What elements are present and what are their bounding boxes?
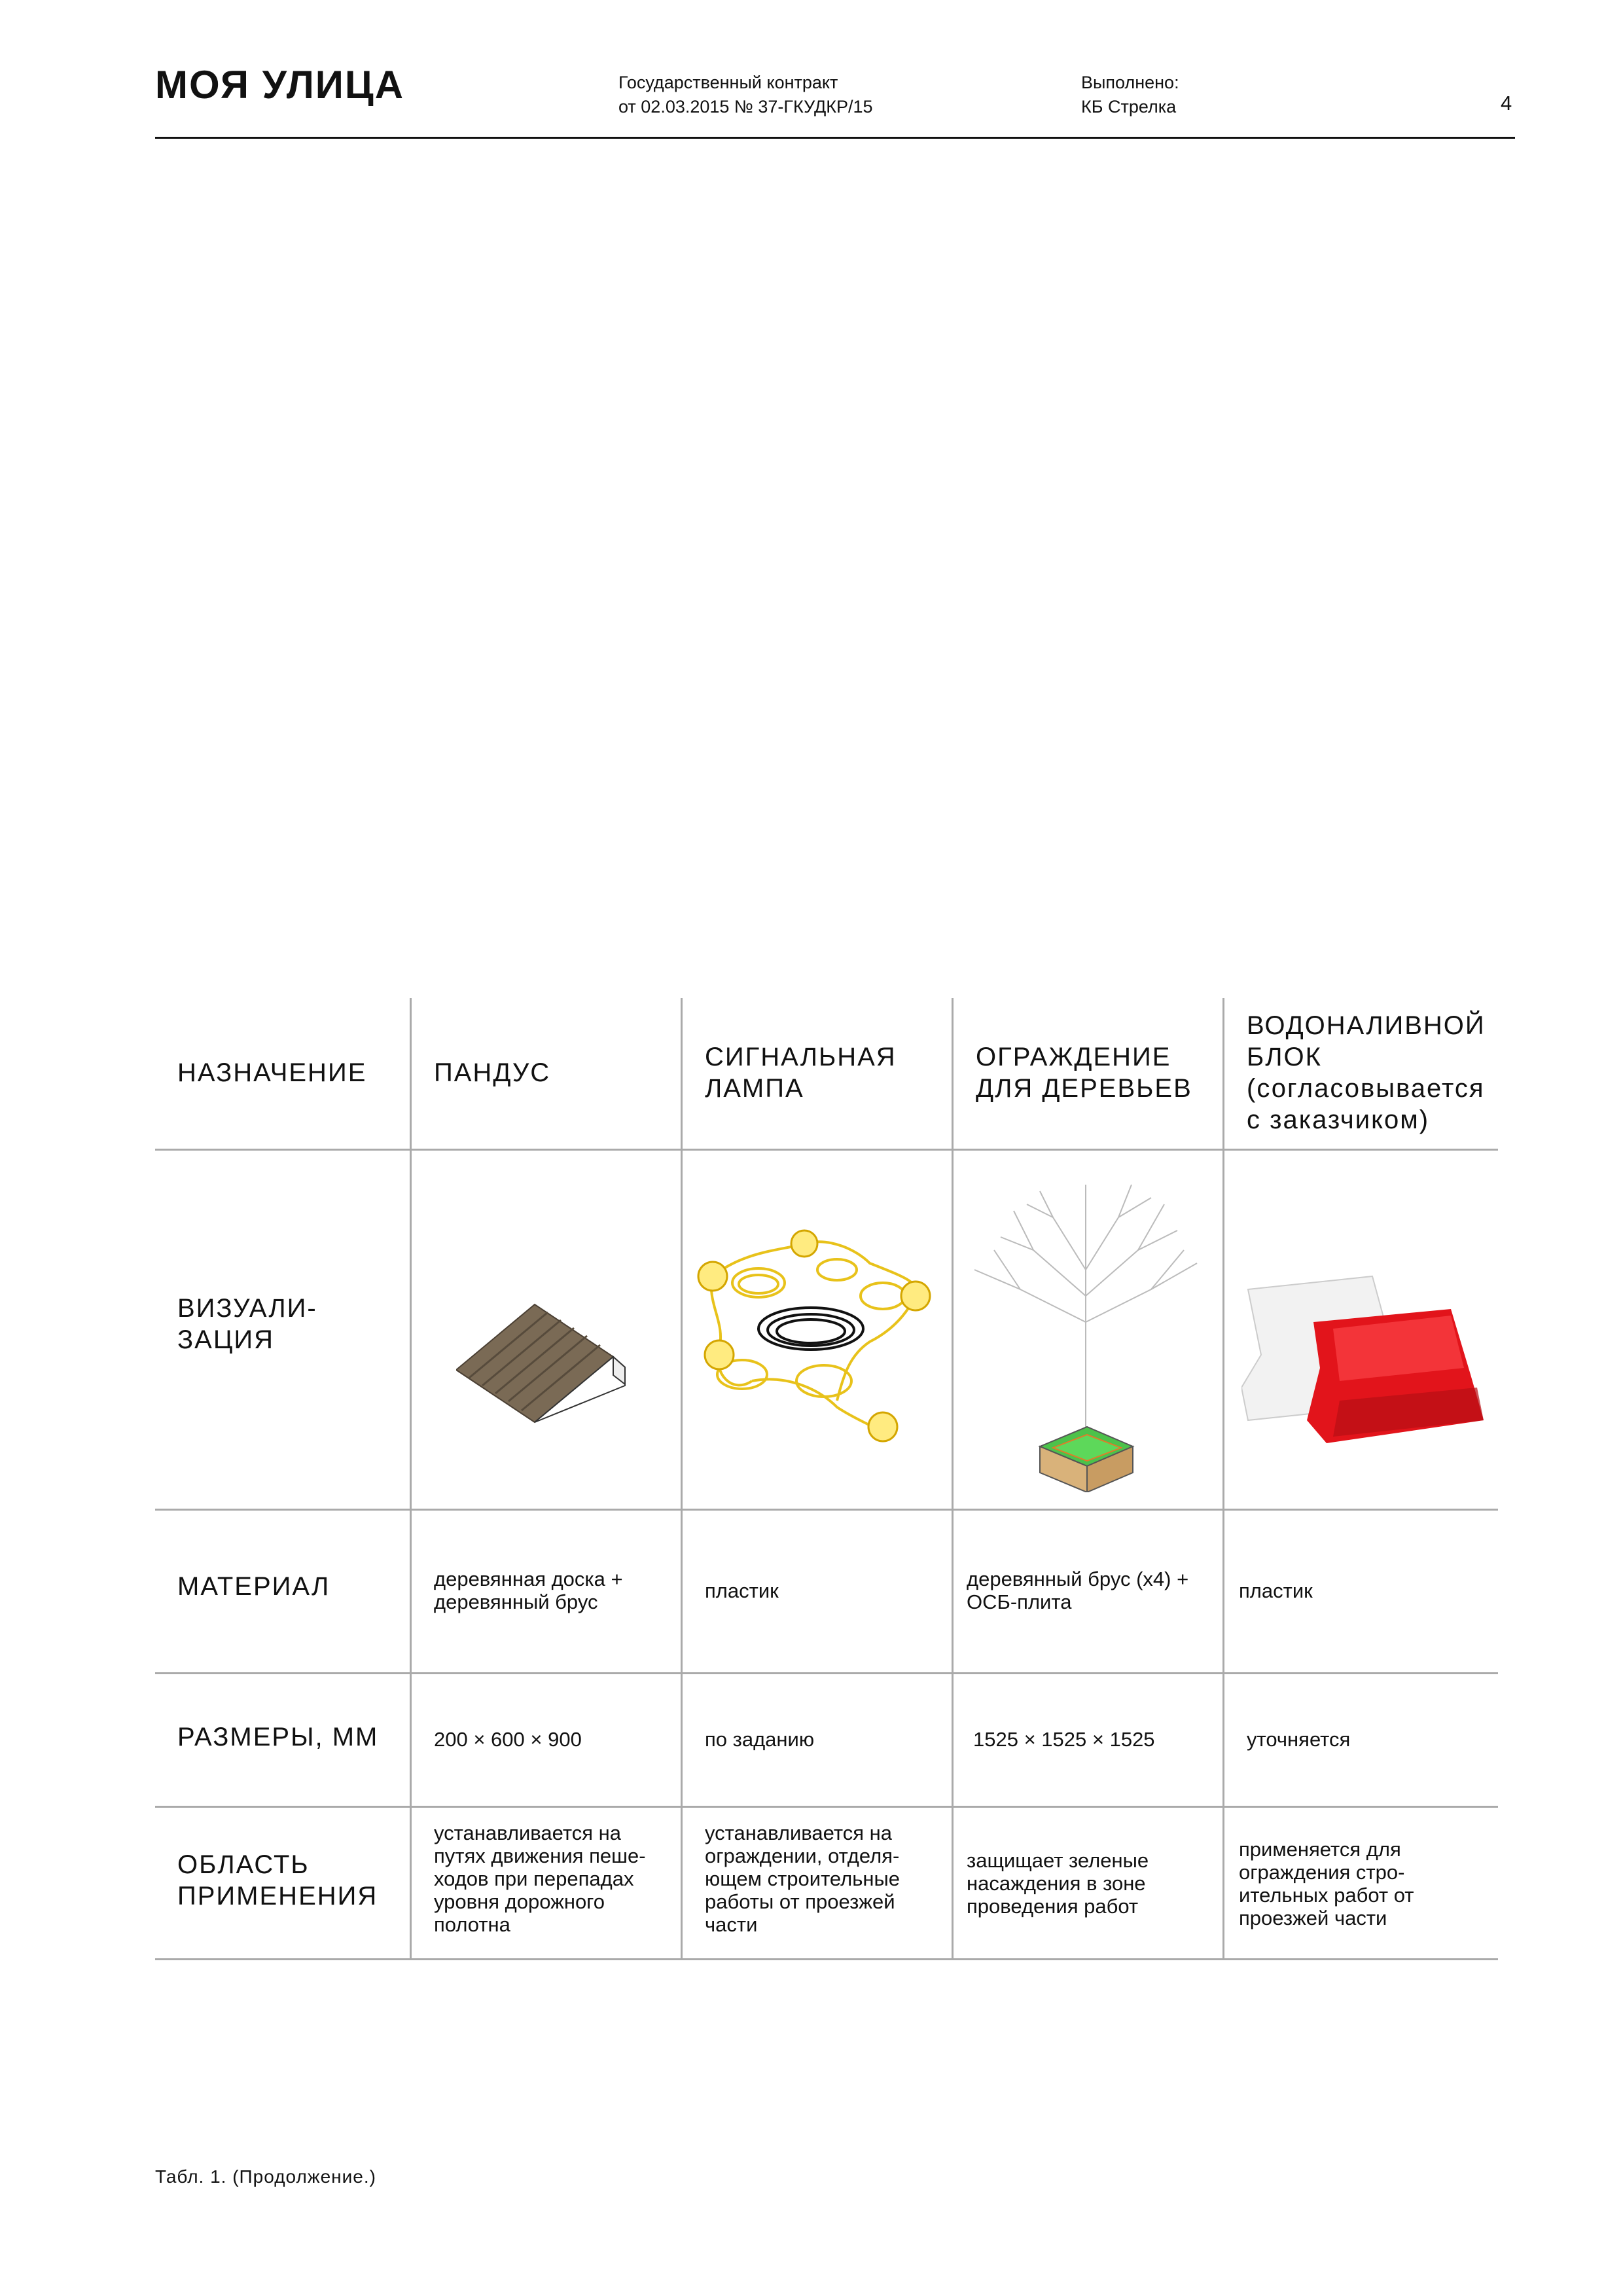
table-divider	[155, 1958, 1498, 1960]
column-title-water-block	[1247, 1010, 1486, 1136]
tree-fence-illustration	[955, 1165, 1220, 1492]
row-label-scope-line-2: ПРИМЕНЕНИЯ	[177, 1882, 378, 1910]
material-line: деревянный брус (х4) +	[967, 1568, 1189, 1590]
contract-line-1: Государственный контракт	[618, 73, 838, 92]
column-title-line: ЛАМПА	[705, 1074, 804, 1103]
performer-line-2: КБ Стрелка	[1081, 97, 1177, 117]
column-title-line: ОГРАЖДЕНИЕ	[976, 1043, 1171, 1071]
performer-line-1: Выполнено:	[1081, 73, 1179, 92]
column-title-ramp	[434, 1057, 550, 1088]
scope-water-block	[1239, 1838, 1414, 1929]
ramp-illustration	[456, 1286, 626, 1424]
table-divider	[155, 1672, 1498, 1674]
row-label-visualization-line-2: ЗАЦИЯ	[177, 1325, 275, 1354]
column-title-line: (согласовывается	[1247, 1074, 1485, 1103]
row-label-sizes: РАЗМЕРЫ, ММ	[177, 1723, 379, 1751]
size-ramp: 200 × 600 × 900	[434, 1728, 582, 1751]
column-title-signal-lamp	[705, 1041, 897, 1104]
row-label-visualization-line-1: ВИЗУАЛИ-	[177, 1294, 317, 1323]
material-line: деревянная доска +	[434, 1568, 623, 1590]
size-tree-fence: 1525 × 1525 × 1525	[973, 1728, 1155, 1751]
water-block-illustration	[1241, 1270, 1487, 1443]
table-column-divider	[410, 998, 412, 1960]
scope-line: путях движения пеше-	[434, 1844, 646, 1867]
document-title: МОЯ УЛИЦА	[155, 63, 405, 107]
scope-line: уровня дорожного	[434, 1890, 605, 1913]
table-column-divider	[952, 998, 954, 1960]
column-title-line: БЛОК	[1247, 1043, 1322, 1071]
column-title-line: ВОДОНАЛИВНОЙ	[1247, 1011, 1486, 1040]
scope-line: ительных работ от	[1239, 1884, 1414, 1907]
table-divider	[155, 1149, 1498, 1151]
table-column-divider	[681, 998, 683, 1960]
table-divider	[155, 1509, 1498, 1511]
scope-signal-lamp	[705, 1821, 900, 1936]
material-signal-lamp	[705, 1579, 779, 1602]
column-title-line: с заказчиком)	[1247, 1105, 1430, 1134]
material-water-block	[1239, 1579, 1313, 1602]
scope-line: части	[705, 1913, 758, 1936]
performer-info	[1081, 71, 1179, 119]
scope-line: защищает зеленые	[967, 1849, 1149, 1872]
size-water-block: уточняется	[1247, 1728, 1351, 1751]
header-divider	[155, 137, 1515, 139]
scope-line: проведения работ	[967, 1895, 1139, 1918]
scope-line: применяется для	[1239, 1838, 1401, 1861]
scope-line: устанавливается на	[434, 1821, 621, 1844]
table-divider	[155, 1806, 1498, 1808]
contract-line-2: от 02.03.2015 № 37-ГКУДКР/15	[618, 97, 873, 117]
row-label-purpose: НАЗНАЧЕНИЕ	[177, 1058, 367, 1087]
equipment-table	[155, 998, 1498, 1965]
size-signal-lamp: по заданию	[705, 1728, 815, 1751]
contract-info	[618, 71, 873, 119]
scope-line: полотна	[434, 1913, 510, 1936]
row-label-scope	[177, 1849, 378, 1912]
column-title-line: СИГНАЛЬНАЯ	[705, 1043, 897, 1071]
scope-ramp	[434, 1821, 646, 1936]
material-line: ОСБ-плита	[967, 1590, 1072, 1613]
row-label-visualization	[177, 1293, 317, 1355]
scope-line: ющем строительные	[705, 1867, 901, 1890]
table-caption: Табл. 1. (Продолжение.)	[155, 2166, 376, 2187]
column-title-line: ДЛЯ ДЕРЕВЬЕВ	[976, 1074, 1192, 1103]
material-ramp	[434, 1568, 623, 1613]
column-title-line: ПАНДУС	[434, 1058, 551, 1087]
material-line: пластик	[1239, 1579, 1313, 1602]
column-title-tree-fence	[976, 1041, 1192, 1104]
material-line: деревянный брус	[434, 1590, 598, 1613]
page-number: 4	[1501, 92, 1512, 115]
scope-line: работы от проезжей	[705, 1890, 895, 1913]
signal-lamp-illustration	[687, 1224, 948, 1453]
scope-line: ходов при перепадах	[434, 1867, 634, 1890]
scope-line: проезжей части	[1239, 1907, 1387, 1929]
scope-line: устанавливается на	[705, 1821, 892, 1844]
scope-tree-fence	[967, 1849, 1149, 1918]
row-label-material: МАТЕРИАЛ	[177, 1572, 330, 1601]
material-line: пластик	[705, 1579, 779, 1602]
material-tree-fence	[967, 1568, 1188, 1613]
scope-line: насаждения в зоне	[967, 1872, 1146, 1895]
row-label-scope-line-1: ОБЛАСТЬ	[177, 1850, 310, 1879]
scope-line: ограждении, отделя-	[705, 1844, 900, 1867]
scope-line: ограждения стро-	[1239, 1861, 1405, 1884]
table-column-divider	[1222, 998, 1224, 1960]
